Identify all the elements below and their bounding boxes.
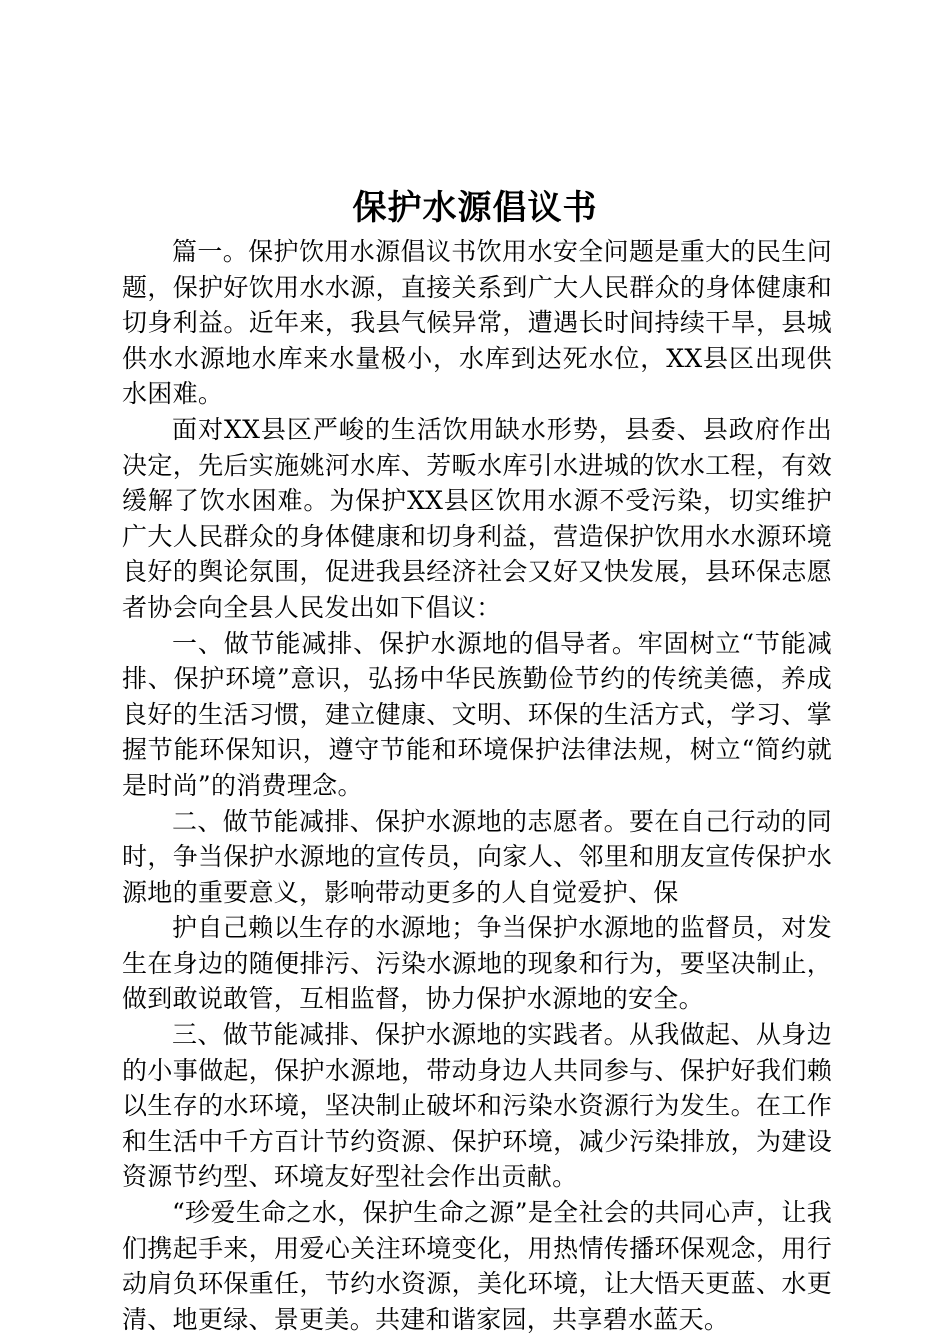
document-title: 保护水源倡议书 — [352, 188, 598, 228]
paragraph-6: 三、做节能减排、保护水源地的实践者。从我做起、从身边的小事做起，保护水源地，带动身边人共同参与、保护好我们赖以生存的水环境，坚决制止破坏和污染水资源行为发生。在工作和生活中千方百计节约资源、保护环境，减少污染排放，为建设资源节约型、环境友好型社会作出贡献。 — [122, 1020, 832, 1192]
paragraph-7: “珍爱生命之水，保护生命之源”是全社会的共同心声，让我们携起手来，用爱心关注环境变化，用热情传播环保观念，用行动肩负环保重任，节约水资源，美化环境，让大悟天更蓝、水更清、地更绿、景更美。共建和谐家园，共享碧水蓝天。 — [122, 1198, 832, 1334]
paragraph-4: 二、做节能减排、保护水源地的志愿者。要在自己行动的同时，争当保护水源地的宣传员，向家人、邻里和朋友宣传保护水源地的重要意义，影响带动更多的人自觉爱护、保 — [122, 806, 832, 907]
document-body — [122, 234, 832, 1337]
paragraph-1: 篇一。保护饮用水源倡议书饮用水安全问题是重大的民生问题，保护好饮用水水源，直接关系到广大人民群众的身体健康和切身利益。近年来，我县气候异常，遭遇长时间持续干旱，县城供水水源地水库来水量极小，水库到达死水位，XX县区出现供水困难。 — [122, 237, 832, 409]
paragraph-5: 护自己赖以生存的水源地；争当保护水源地的监督员，对发生在身边的随便排污、污染水源地的现象和行为，要坚决制止，做到敢说敢管，互相监督，协力保护水源地的安全。 — [122, 913, 832, 1014]
paragraph-3: 一、做节能减排、保护水源地的倡导者。牢固树立“节能减排、保护环境”意识，弘扬中华民族勤俭节约的传统美德，养成良好的生活习惯，建立健康、文明、环保的生活方式，学习、掌握节能环保知识，遵守节能和环境保护法律法规，树立“简约就是时尚”的消费理念。 — [122, 628, 832, 800]
paragraph-2: 面对XX县区严峻的生活饮用缺水形势，县委、县政府作出决定，先后实施姚河水库、芳畈水库引水进城的饮水工程，有效缓解了饮水困难。为保护XX县区饮用水源不受污染，切实维护广大人民群众的身体健康和切身利益，营造保护饮用水水源环境良好的舆论氛围，促进我县经济社会又好又快发展，县环保志愿者协会向全县人民发出如下倡议： — [122, 414, 832, 622]
